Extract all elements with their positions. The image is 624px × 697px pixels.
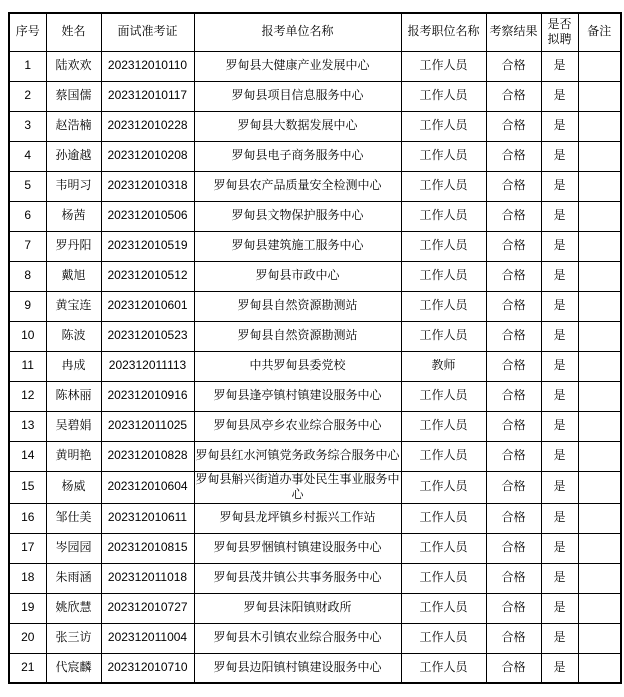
cell-unit: 罗甸县农产品质量安全检测中心 [194,171,401,201]
table-row [9,171,621,201]
cell-unit: 罗甸县木引镇农业综合服务中心 [194,623,401,653]
cell-pos: 工作人员 [401,503,486,533]
cell-ticket: 202312011018 [101,563,194,593]
cell-unit: 罗甸县凤亭乡农业综合服务中心 [194,411,401,441]
cell-pos: 工作人员 [401,261,486,291]
cell-hire: 是 [541,201,578,231]
cell-hire: 是 [541,81,578,111]
column-header-note: 备注 [578,13,621,51]
cell-result: 合格 [486,471,541,503]
cell-hire: 是 [541,351,578,381]
cell-unit: 罗甸县边阳镇村镇建设服务中心 [194,653,401,683]
table-row [9,321,621,351]
cell-seq: 16 [9,503,46,533]
cell-hire: 是 [541,471,578,503]
cell-hire: 是 [541,503,578,533]
cell-pos: 工作人员 [401,411,486,441]
cell-hire: 是 [541,171,578,201]
cell-note [578,593,621,623]
cell-ticket: 202312011113 [101,351,194,381]
table-row [9,111,621,141]
cell-seq: 1 [9,51,46,81]
cell-unit: 罗甸县斛兴街道办事处民生事业服务中心 [194,471,401,503]
cell-result: 合格 [486,441,541,471]
cell-hire: 是 [541,441,578,471]
cell-note [578,291,621,321]
cell-ticket: 202312010519 [101,231,194,261]
cell-name: 陆欢欢 [46,51,101,81]
cell-ticket: 202312011004 [101,623,194,653]
cell-result: 合格 [486,111,541,141]
table-row [9,381,621,411]
cell-ticket: 202312010110 [101,51,194,81]
cell-seq: 9 [9,291,46,321]
table-row [9,201,621,231]
cell-ticket: 202312010228 [101,111,194,141]
cell-ticket: 202312010523 [101,321,194,351]
cell-note [578,381,621,411]
cell-seq: 8 [9,261,46,291]
cell-unit: 罗甸县建筑施工服务中心 [194,231,401,261]
cell-result: 合格 [486,563,541,593]
cell-pos: 工作人员 [401,321,486,351]
column-header-hire: 是否拟聘 [541,13,578,51]
recruitment-roster-table [8,12,622,684]
cell-unit: 罗甸县市政中心 [194,261,401,291]
cell-unit: 罗甸县龙坪镇乡村振兴工作站 [194,503,401,533]
cell-hire: 是 [541,231,578,261]
cell-result: 合格 [486,231,541,261]
cell-result: 合格 [486,593,541,623]
cell-seq: 18 [9,563,46,593]
cell-hire: 是 [541,411,578,441]
column-header-name: 姓名 [46,13,101,51]
cell-hire: 是 [541,623,578,653]
cell-pos: 工作人员 [401,171,486,201]
cell-name: 蔡国儒 [46,81,101,111]
cell-seq: 11 [9,351,46,381]
cell-result: 合格 [486,321,541,351]
cell-seq: 14 [9,441,46,471]
cell-unit: 罗甸县茂井镇公共事务服务中心 [194,563,401,593]
cell-note [578,351,621,381]
table-row [9,51,621,81]
cell-ticket: 202312010601 [101,291,194,321]
cell-unit: 罗甸县红水河镇党务政务综合服务中心 [194,441,401,471]
table-row [9,563,621,593]
cell-ticket: 202312010512 [101,261,194,291]
cell-name: 吴碧娟 [46,411,101,441]
cell-unit: 罗甸县罗悃镇村镇建设服务中心 [194,533,401,563]
cell-result: 合格 [486,171,541,201]
cell-name: 赵浩楠 [46,111,101,141]
cell-note [578,321,621,351]
cell-unit: 罗甸县沫阳镇财政所 [194,593,401,623]
cell-name: 罗丹阳 [46,231,101,261]
cell-pos: 工作人员 [401,291,486,321]
cell-ticket: 202312010604 [101,471,194,503]
cell-seq: 17 [9,533,46,563]
cell-hire: 是 [541,381,578,411]
cell-ticket: 202312010506 [101,201,194,231]
cell-pos: 工作人员 [401,201,486,231]
cell-result: 合格 [486,201,541,231]
cell-note [578,171,621,201]
cell-seq: 21 [9,653,46,683]
cell-unit: 中共罗甸县委党校 [194,351,401,381]
cell-unit: 罗甸县逢亭镇村镇建设服务中心 [194,381,401,411]
table-row [9,441,621,471]
cell-result: 合格 [486,141,541,171]
cell-note [578,141,621,171]
cell-name: 黄宝连 [46,291,101,321]
cell-note [578,563,621,593]
cell-seq: 3 [9,111,46,141]
cell-name: 陈林丽 [46,381,101,411]
cell-unit: 罗甸县大健康产业发展中心 [194,51,401,81]
cell-name: 张三访 [46,623,101,653]
cell-result: 合格 [486,381,541,411]
cell-result: 合格 [486,653,541,683]
table-row [9,291,621,321]
cell-note [578,533,621,563]
cell-ticket: 202312010727 [101,593,194,623]
table-row [9,653,621,683]
cell-note [578,441,621,471]
cell-seq: 15 [9,471,46,503]
table-row [9,351,621,381]
cell-note [578,653,621,683]
cell-ticket: 202312010208 [101,141,194,171]
cell-hire: 是 [541,563,578,593]
cell-note [578,471,621,503]
cell-pos: 工作人员 [401,441,486,471]
cell-ticket: 202312010611 [101,503,194,533]
cell-note [578,51,621,81]
cell-unit: 罗甸县自然资源勘测站 [194,321,401,351]
cell-result: 合格 [486,261,541,291]
cell-note [578,411,621,441]
table-row [9,141,621,171]
cell-result: 合格 [486,51,541,81]
cell-note [578,503,621,533]
cell-name: 冉成 [46,351,101,381]
cell-note [578,231,621,261]
table-row [9,503,621,533]
cell-hire: 是 [541,533,578,563]
cell-name: 孙逾越 [46,141,101,171]
cell-pos: 工作人员 [401,623,486,653]
cell-pos: 工作人员 [401,81,486,111]
cell-pos: 工作人员 [401,653,486,683]
cell-result: 合格 [486,351,541,381]
cell-name: 杨茜 [46,201,101,231]
table-row [9,533,621,563]
cell-result: 合格 [486,503,541,533]
cell-seq: 10 [9,321,46,351]
cell-hire: 是 [541,111,578,141]
cell-seq: 13 [9,411,46,441]
cell-ticket: 202312010916 [101,381,194,411]
cell-ticket: 202312010318 [101,171,194,201]
cell-pos: 工作人员 [401,381,486,411]
cell-hire: 是 [541,593,578,623]
cell-name: 代宸麟 [46,653,101,683]
cell-name: 戴旭 [46,261,101,291]
cell-seq: 4 [9,141,46,171]
cell-ticket: 202312010815 [101,533,194,563]
cell-pos: 工作人员 [401,111,486,141]
cell-seq: 6 [9,201,46,231]
cell-unit: 罗甸县电子商务服务中心 [194,141,401,171]
cell-name: 黄明艳 [46,441,101,471]
cell-note [578,201,621,231]
cell-ticket: 202312010117 [101,81,194,111]
cell-result: 合格 [486,533,541,563]
table-row [9,593,621,623]
cell-name: 岑园园 [46,533,101,563]
column-header-pos: 报考职位名称 [401,13,486,51]
cell-hire: 是 [541,261,578,291]
cell-seq: 12 [9,381,46,411]
cell-name: 杨威 [46,471,101,503]
cell-note [578,111,621,141]
cell-ticket: 202312010710 [101,653,194,683]
table-row [9,81,621,111]
cell-result: 合格 [486,291,541,321]
cell-name: 邹仕美 [46,503,101,533]
cell-seq: 2 [9,81,46,111]
cell-hire: 是 [541,653,578,683]
cell-hire: 是 [541,51,578,81]
table-row [9,261,621,291]
cell-pos: 教师 [401,351,486,381]
cell-note [578,261,621,291]
cell-pos: 工作人员 [401,231,486,261]
cell-note [578,81,621,111]
cell-seq: 20 [9,623,46,653]
cell-unit: 罗甸县文物保护服务中心 [194,201,401,231]
cell-pos: 工作人员 [401,593,486,623]
cell-result: 合格 [486,623,541,653]
cell-note [578,623,621,653]
table-row [9,411,621,441]
cell-ticket: 202312011025 [101,411,194,441]
cell-pos: 工作人员 [401,51,486,81]
cell-unit: 罗甸县自然资源勘测站 [194,291,401,321]
table-header-row [9,13,621,51]
table-row [9,623,621,653]
column-header-seq: 序号 [9,13,46,51]
cell-name: 朱雨涵 [46,563,101,593]
cell-name: 韦明习 [46,171,101,201]
cell-ticket: 202312010828 [101,441,194,471]
column-header-unit: 报考单位名称 [194,13,401,51]
cell-unit: 罗甸县大数据发展中心 [194,111,401,141]
cell-name: 陈波 [46,321,101,351]
cell-result: 合格 [486,411,541,441]
cell-pos: 工作人员 [401,563,486,593]
cell-hire: 是 [541,291,578,321]
cell-seq: 19 [9,593,46,623]
column-header-result: 考察结果 [486,13,541,51]
table-row [9,471,621,503]
cell-pos: 工作人员 [401,141,486,171]
cell-name: 姚欣慧 [46,593,101,623]
cell-unit: 罗甸县项目信息服务中心 [194,81,401,111]
cell-seq: 5 [9,171,46,201]
cell-hire: 是 [541,141,578,171]
cell-hire: 是 [541,321,578,351]
cell-seq: 7 [9,231,46,261]
column-header-ticket: 面试准考证 [101,13,194,51]
table-row [9,231,621,261]
cell-pos: 工作人员 [401,533,486,563]
cell-result: 合格 [486,81,541,111]
cell-pos: 工作人员 [401,471,486,503]
